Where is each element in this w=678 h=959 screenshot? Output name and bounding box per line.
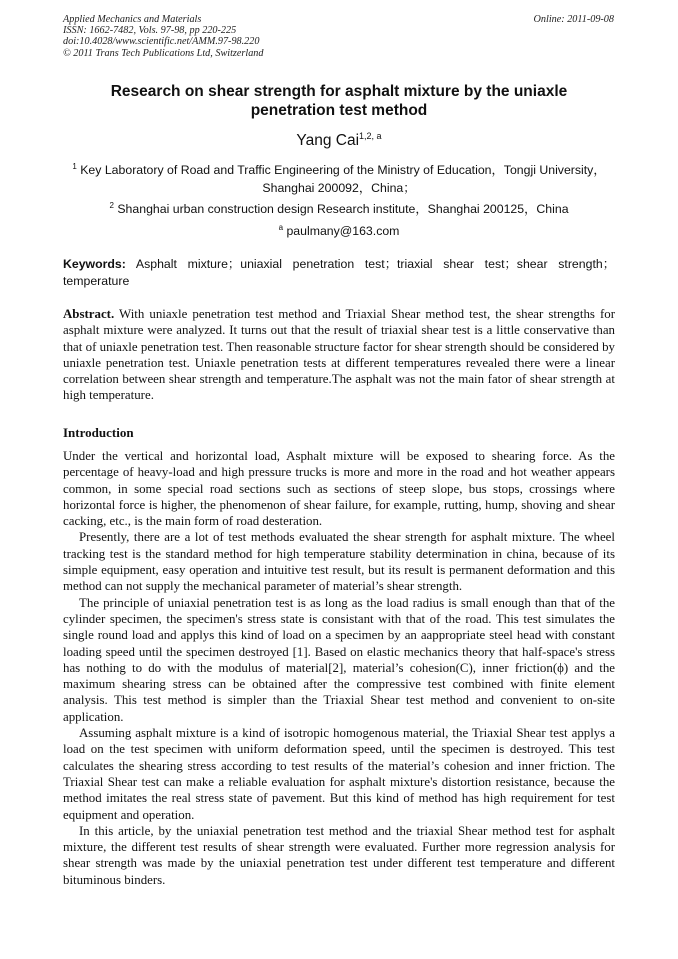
abstract: [63, 306, 615, 404]
affiliation-2: [60, 197, 618, 219]
email-text: paulmany@163.com: [286, 224, 400, 239]
author-name: Yang Cai: [296, 132, 360, 150]
journal-header: [63, 14, 263, 59]
abstract-label: Abstract.: [63, 307, 115, 321]
paragraph: The principle of uniaxial penetration test is as long as the load radius is small enough than that of the cylinder specimen, the specimen's stress state is consistant with that of the road. This test simulates the single round load and applys this kind of load on a specimen by an aappropriate steel head with constant loading speed until the specimen destroyed [1]. Based on elastic mechanics theory that half-space's stress has nothing to do with the modulus of material[2], material’s cohesion(C), inner friction(ϕ) and the maximum shearing stress can be obtained after the compressive test combined with finite element analysis. This test method is simpler than the Triaxial Shear test method and convenient to on-site application.: [63, 595, 615, 724]
paragraph: In this article, by the uniaxial penetration test method and the triaxial Shear method test for asphalt mixture, the different test results of shear strength were evaluated. Further more regression analysis for shear strength was made by the uniaxial penetration test under different test temperature and different bituminous binders.: [63, 823, 615, 887]
email-marker: a: [278, 223, 284, 232]
affiliation-2-text: Shanghai urban construction design Research institute，Shanghai 200125，China: [117, 202, 569, 217]
author-line: [0, 131, 678, 150]
doi-line: doi:10.4028/www.scientific.net/AMM.97-98.220: [63, 36, 260, 48]
affiliation-1-marker: 1: [72, 162, 77, 171]
affiliation-1: [60, 158, 618, 197]
paper-title: Research on shear strength for asphalt mixture by the uniaxle penetration test method: [110, 83, 568, 119]
paragraph: Under the vertical and horizontal load, Asphalt mixture will be exposed to shearing force. As the percentage of heavy-load and high pressure trucks is more and more in the road and hot weather appears common, in some special road sections such as sections of steep slope, bus stops, crossings where horizontal force is higher, the phenomenon of shear failure, for example, rutting, hump, shoving and shear cacking, etc., is the main form of road desteration.: [63, 449, 615, 529]
author-email: [60, 219, 618, 241]
introduction-body: [63, 448, 615, 888]
keywords-label: Keywords:: [63, 257, 126, 271]
paragraph: Presently, there are a lot of test methods evaluated the shear strength for asphalt mixture. The wheel tracking test is the standard method for high temperature stability determination in china, because of its simple equipment, easy operation and intuitive test result, but its result is permanent deformation and this method can not supply the mechanical parameter of material’s shear strength.: [63, 530, 615, 594]
journal-name: Applied Mechanics and Materials: [63, 14, 202, 25]
issn-line: ISSN: 1662-7482, Vols. 97-98, pp 220-225: [63, 25, 237, 37]
copyright-line: © 2011 Trans Tech Publications Ltd, Switzerland: [63, 47, 264, 59]
paragraph: Assuming asphalt mixture is a kind of isotropic homogenous material, the Triaxial Shear test applys a load on the test specimen with uniform deformation speed, until the specimen is destroyed. This test calculates the shearing stress according to test results of the material’s cohesion and inner friction. The Triaxial Shear test can make a reliable evaluation for asphalt mixture's distortion resistance, because the method imitates the real stress state of pavement. But this kind of method has high requirement for test equipment and operation.: [63, 726, 615, 822]
author-superscript: 1,2, a: [359, 131, 382, 141]
keywords-text: Asphalt mixture；uniaxial penetration test；triaxial shear test；shear strength；temperature: [63, 257, 615, 288]
online-date: Online: 2011-09-08: [533, 14, 614, 25]
keywords: [63, 256, 615, 289]
abstract-text: With uniaxle penetration test method and Triaxial Shear method test, the shear strengths for asphalt mixture were analyzed. It turns out that the result of triaxial shear test is a little conservative than that of uniaxle penetration test. Then reasonable structure factor for shear strength should be considered by uniaxle penetration test. Uniaxle penetration tests at different temperatures revealed there were a linear correlation between shear strength and temperature.The asphalt was not the main fator of shear strength at high temperature.: [63, 307, 616, 403]
section-heading-introduction: Introduction: [63, 425, 134, 440]
affiliation-1-text: Key Laboratory of Road and Traffic Engineering of the Ministry of Education，Tongji University，Shanghai 200092，China；: [80, 163, 606, 195]
affiliation-2-marker: 2: [109, 201, 114, 210]
